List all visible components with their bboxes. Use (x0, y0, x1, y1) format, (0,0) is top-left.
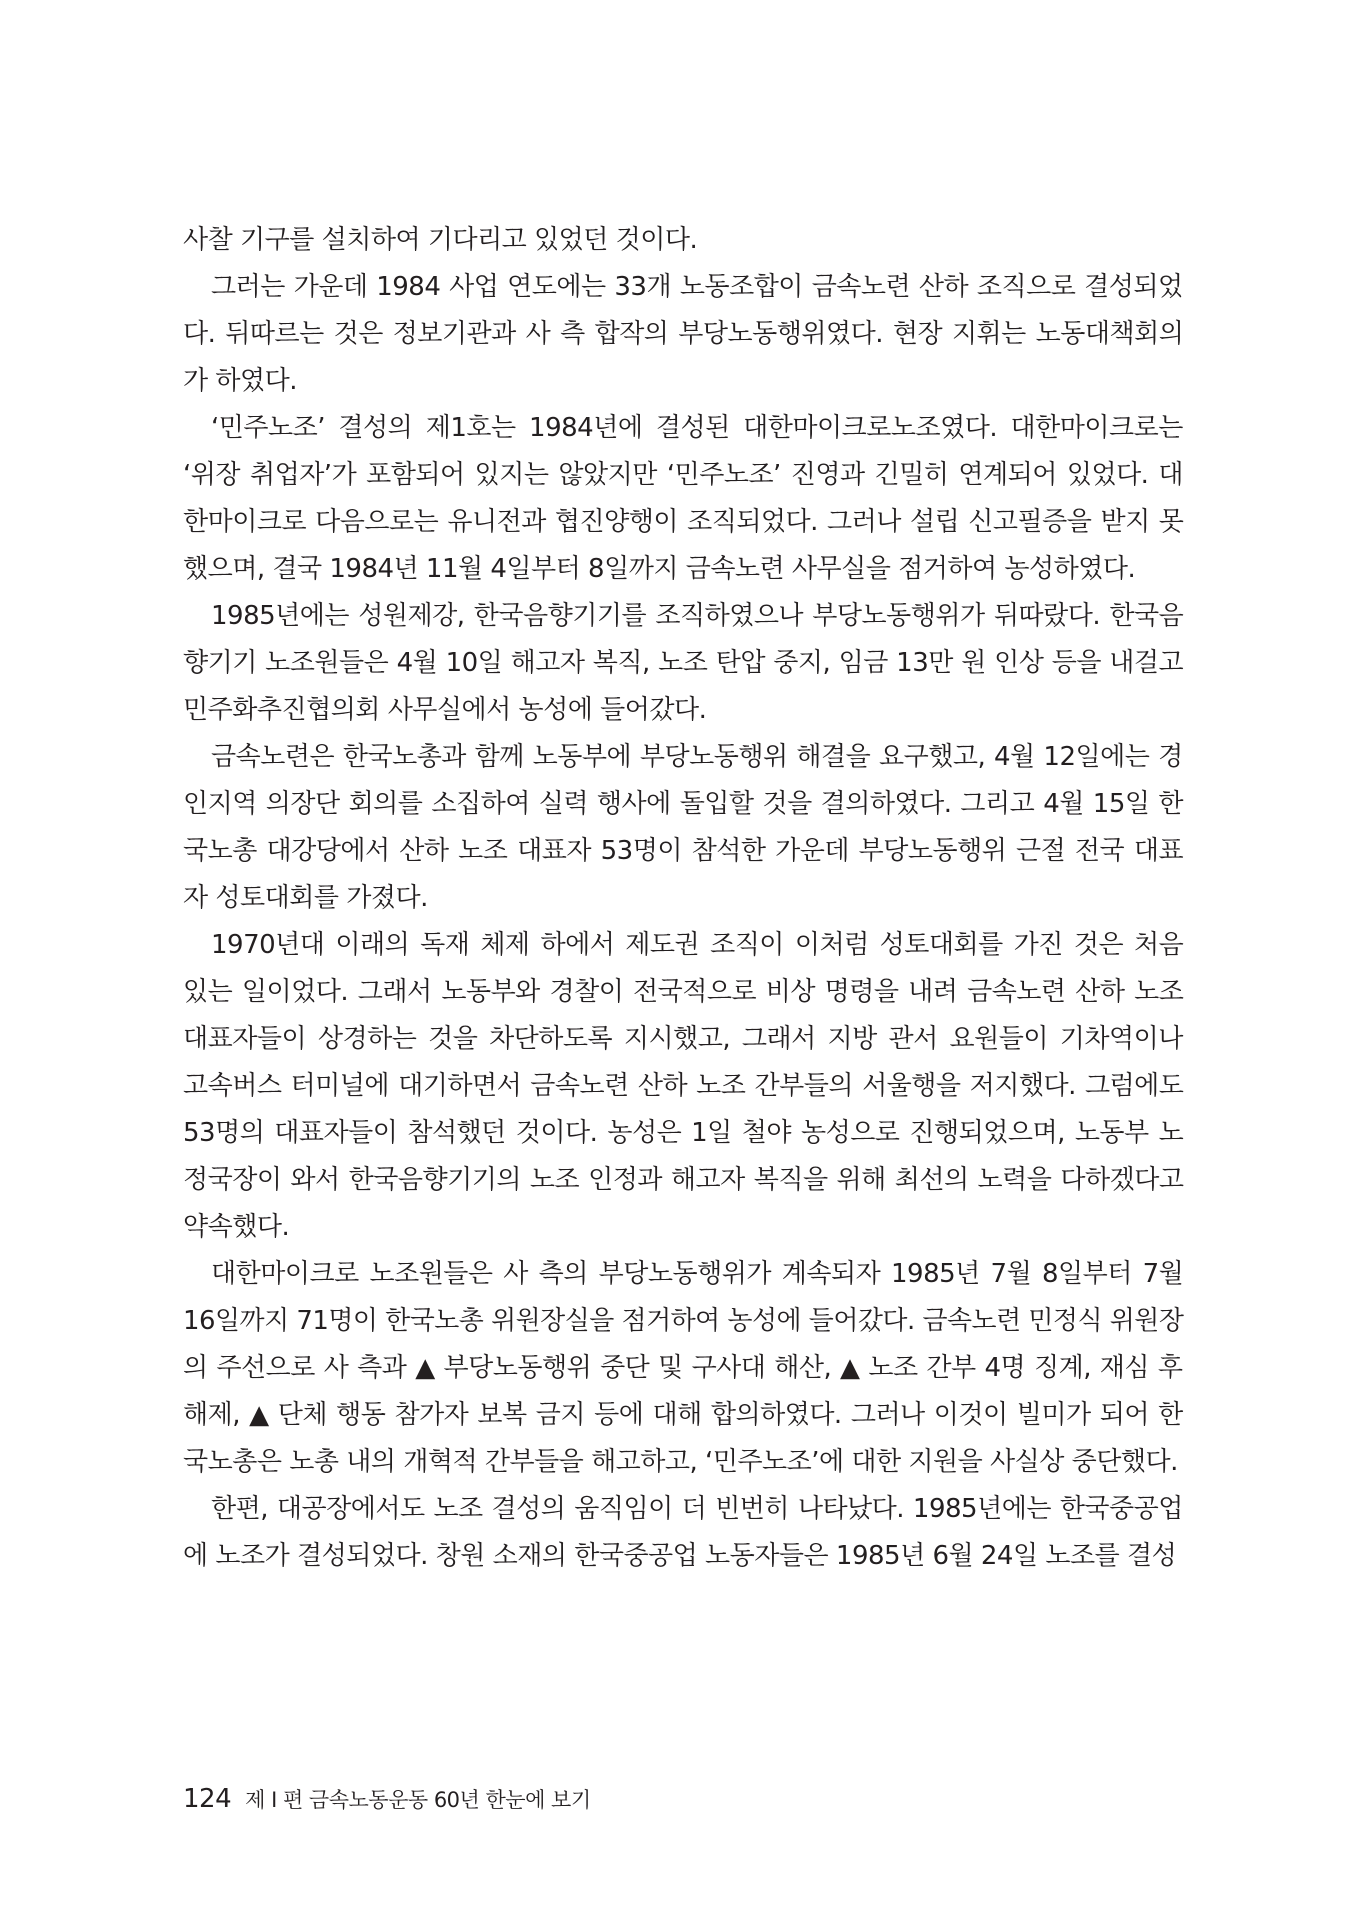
text-line: 16일까지 71명이 한국노총 위원장실을 점거하여 농성에 들어갔다. 금속노련 민정식 위원장 (183, 1306, 1184, 1336)
text-line: 사찰 기구를 설치하여 기다리고 있었던 것이다. (183, 225, 698, 255)
paragraph-start-line: ‘민주노조’ 결성의 제1호는 1984년에 결성된 대한마이크로노조였다. 대한마이크로는 (211, 413, 1183, 443)
text-line: 향기기 노조원들은 4월 10일 해고자 복직, 노조 탄압 중지, 임금 13만 원 인상 등을 내걸고 (183, 648, 1184, 678)
text-line: 정국장이 와서 한국음향기기의 노조 인정과 해고자 복직을 위해 최선의 노력을 다하겠다고 (183, 1165, 1184, 1195)
text-line: 인지역 의장단 회의를 소집하여 실력 행사에 돌입할 것을 결의하였다. 그리고 4월 15일 한 (183, 789, 1184, 819)
text-line: 의 주선으로 사 측과 ▲ 부당노동행위 중단 및 구사대 해산, ▲ 노조 간부 4명 징계, 재심 후 (183, 1353, 1183, 1383)
paragraph-start-line: 1985년에는 성원제강, 한국음향기기를 조직하였으나 부당노동행위가 뒤따랐다. 한국음 (211, 601, 1184, 631)
paragraph-start-line: 대한마이크로 노조원들은 사 측의 부당노동행위가 계속되자 1985년 7월 8일부터 7월 (211, 1259, 1184, 1289)
paragraph-start-line: 1970년대 이래의 독재 체제 하에서 제도권 조직이 이처럼 성토대회를 가진 것은 처음 (211, 930, 1184, 960)
running-title: 제 I 편 금속노동운동 60년 한눈에 보기 (245, 1788, 591, 1812)
text-line: 에 노조가 결성되었다. 창원 소재의 한국중공업 노동자들은 1985년 6월 24일 노조를 결성 (183, 1541, 1177, 1571)
page-number: 124 (183, 1784, 232, 1814)
text-line: 가 하였다. (183, 366, 297, 396)
text-line: 자 성토대회를 가졌다. (183, 883, 428, 913)
paragraph-start-line: 한편, 대공장에서도 노조 결성의 움직임이 더 빈번히 나타났다. 1985년에는 한국중공업 (211, 1494, 1183, 1524)
text-line: 했으며, 결국 1984년 11월 4일부터 8일까지 금속노련 사무실을 점거하여 농성하였다. (183, 554, 1136, 584)
text-line: 국노총은 노총 내의 개혁적 간부들을 해고하고, ‘민주노조’에 대한 지원을 사실상 중단했다. (183, 1447, 1178, 1477)
text-line: 고속버스 터미널에 대기하면서 금속노련 산하 노조 간부들의 서울행을 저지했다. 그럼에도 (183, 1071, 1184, 1101)
text-line: 약속했다. (183, 1212, 290, 1242)
text-line: 대표자들이 상경하는 것을 차단하도록 지시했고, 그래서 지방 관서 요원들이 기차역이나 (183, 1024, 1183, 1054)
text-line: ‘위장 취업자’가 포함되어 있지는 않았지만 ‘민주노조’ 진영과 긴밀히 연계되어 있었다. 대 (183, 460, 1184, 490)
text-line: 다. 뒤따르는 것은 정보기관과 사 측 합작의 부당노동행위였다. 현장 지휘는 노동대책회의 (183, 319, 1184, 349)
text-line: 있는 일이었다. 그래서 노동부와 경찰이 전국적으로 비상 명령을 내려 금속노련 산하 노조 (183, 977, 1184, 1007)
text-line: 53명의 대표자들이 참석했던 것이다. 농성은 1일 철야 농성으로 진행되었으며, 노동부 노 (183, 1118, 1184, 1148)
paragraph-start-line: 그러는 가운데 1984 사업 연도에는 33개 노동조합이 금속노련 산하 조직으로 결성되었 (211, 272, 1183, 302)
text-line: 민주화추진협의회 사무실에서 농성에 들어갔다. (183, 695, 707, 725)
text-line: 국노총 대강당에서 산하 노조 대표자 53명이 참석한 가운데 부당노동행위 근절 전국 대표 (183, 836, 1184, 866)
text-line: 해제, ▲ 단체 행동 참가자 보복 금지 등에 대해 합의하였다. 그러나 이것이 빌미가 되어 한 (183, 1400, 1183, 1430)
text-line: 한마이크로 다음으로는 유니전과 협진양행이 조직되었다. 그러나 설립 신고필증을 받지 못 (183, 507, 1184, 537)
paragraph-start-line: 금속노련은 한국노총과 함께 노동부에 부당노동행위 해결을 요구했고, 4월 12일에는 경 (211, 742, 1183, 772)
page-footer (183, 1782, 591, 1816)
